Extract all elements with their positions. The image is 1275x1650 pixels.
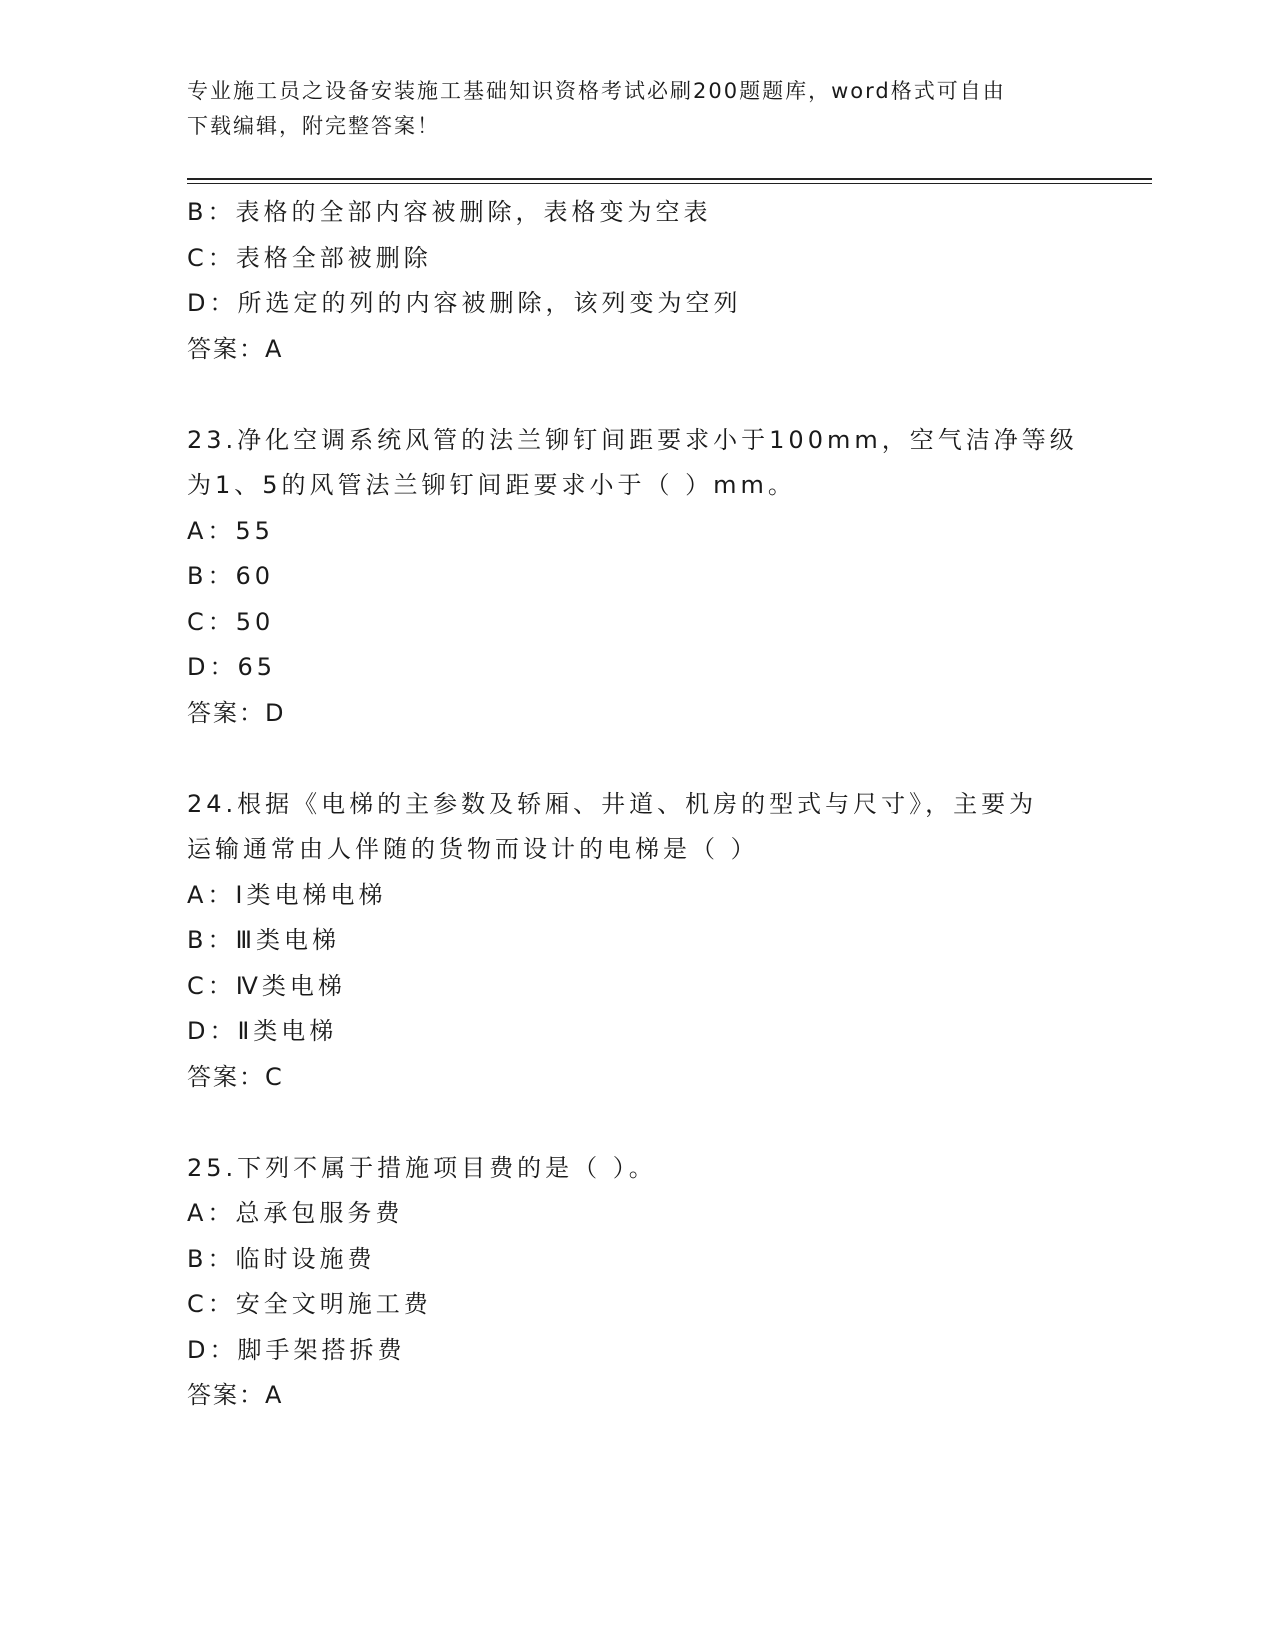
option-a: A：55 — [187, 516, 274, 545]
answer-line: 答案：C — [187, 1062, 284, 1091]
option-b: B：表格的全部内容被删除，表格变为空表 — [187, 198, 712, 226]
header-divider-thick — [187, 178, 1152, 180]
question-text-line-2: 运输通常由人伴随的货物而设计的电梯是（ ） — [187, 835, 759, 863]
question-24 — [187, 782, 1107, 1101]
option-b: B：60 — [187, 562, 275, 590]
answer-line: 答案：A — [187, 334, 284, 363]
option-b: B：Ⅲ类电梯 — [187, 926, 341, 954]
question-text-line-2: 为1、5的风管法兰铆钉间距要求小于（ ）mm。 — [187, 471, 796, 499]
question-text-line-1: 23.净化空调系统风管的法兰铆钉间距要求小于100mm，空气洁净等级 — [187, 425, 1078, 454]
answer-line: 答案：D — [187, 698, 286, 727]
answer-line: 答案：A — [187, 1381, 284, 1409]
option-d: D：脚手架搭拆费 — [187, 1335, 406, 1364]
header-line-2: 下载编辑，附完整答案！ — [187, 114, 440, 138]
option-c: C：安全文明施工费 — [187, 1290, 432, 1318]
question-25 — [187, 1146, 1107, 1419]
spacer — [187, 1100, 1107, 1146]
option-b: B：临时设施费 — [187, 1244, 376, 1273]
carryover-block — [187, 190, 1107, 372]
option-d: D：Ⅱ类电梯 — [187, 1017, 338, 1045]
spacer — [187, 736, 1107, 782]
question-list — [187, 190, 1107, 1419]
option-c: C：50 — [187, 607, 275, 636]
option-c: C：Ⅳ类电梯 — [187, 971, 346, 1000]
question-text-line-1: 25.下列不属于措施项目费的是（ ）。 — [187, 1153, 657, 1182]
option-d: D：65 — [187, 653, 277, 681]
header-line-1: 专业施工员之设备安装施工基础知识资格考试必刷200题题库，word格式可自由 — [187, 79, 1006, 103]
header-divider-thin — [187, 183, 1152, 184]
option-c: C：表格全部被删除 — [187, 243, 432, 272]
option-a: A：总承包服务费 — [187, 1199, 404, 1227]
spacer — [187, 372, 1107, 418]
question-text-line-1: 24.根据《电梯的主参数及轿厢、井道、机房的型式与尺寸》，主要为 — [187, 789, 1038, 818]
question-23 — [187, 418, 1107, 737]
option-d: D：所选定的列的内容被删除，该列变为空列 — [187, 289, 742, 317]
document-header — [187, 74, 1067, 144]
option-a: A：Ⅰ类电梯电梯 — [187, 880, 387, 909]
